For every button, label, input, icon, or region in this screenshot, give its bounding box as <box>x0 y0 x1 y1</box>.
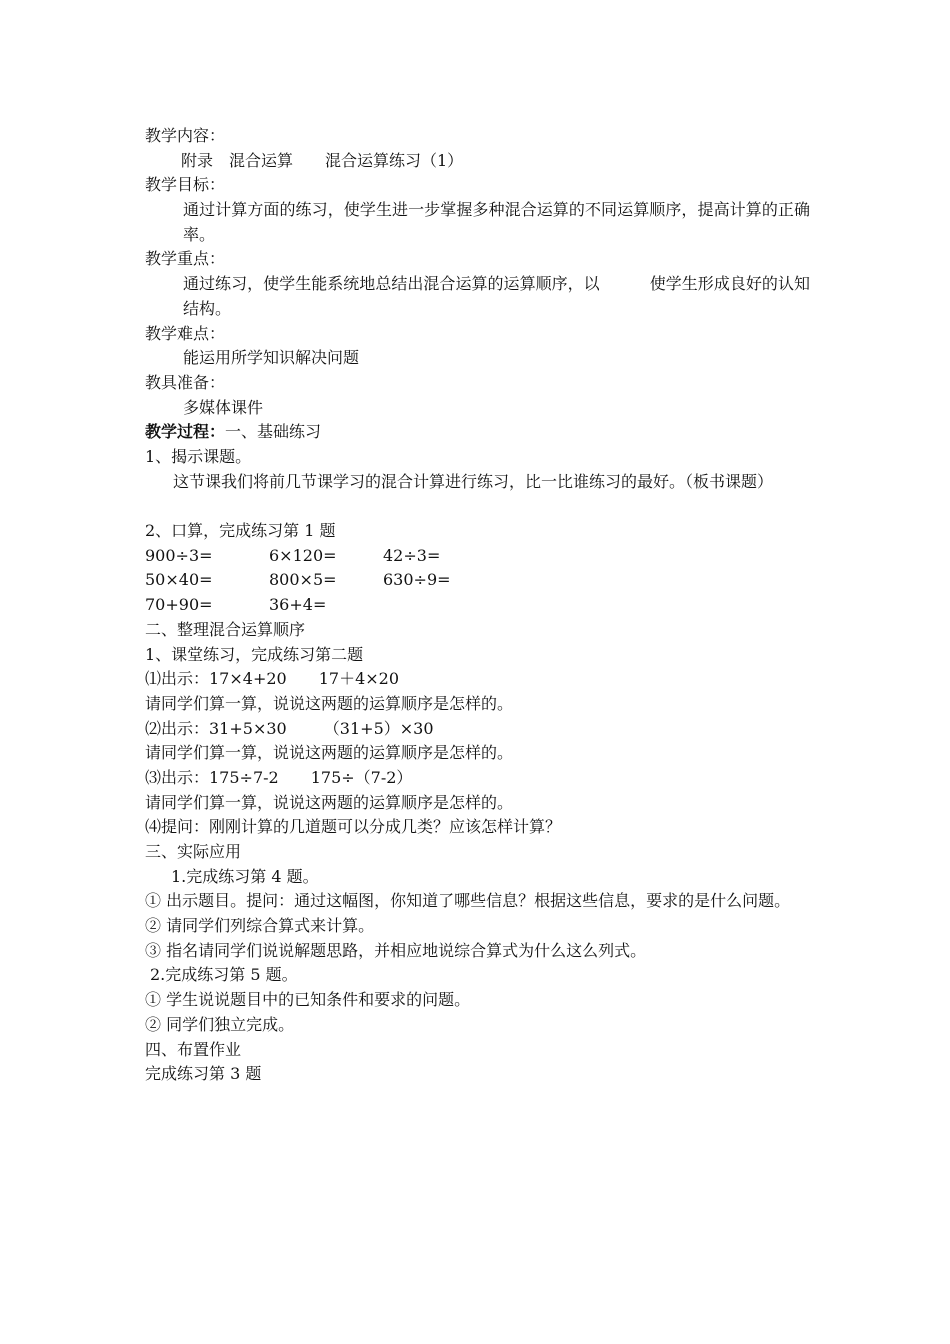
part3-heading: 三、实际应用 <box>145 842 242 862</box>
part3-task1-a: ① 出示题目。提问：通过这幅图，你知道了哪些信息？根据这些信息，要求的是什么问题。 <box>145 891 791 911</box>
difficulty-text: 能运用所学知识解决问题 <box>183 348 360 368</box>
goal-text: 通过计算方面的练习，使学生进一步掌握多种混合运算的不同运算顺序，提高计算的正确率。 <box>183 200 810 244</box>
part2-question: ⑷提问：刚刚计算的几道题可以分成几类？应该怎样计算？ <box>145 817 562 837</box>
part4-text: 完成练习第 3 题 <box>145 1064 262 1084</box>
part3-task2: 2.完成练习第 5 题。 <box>150 965 298 985</box>
lesson-plan-document <box>145 124 810 1087</box>
part3-task1: 1.完成练习第 4 题。 <box>171 866 319 886</box>
part2-item-ask: 请同学们算一算，说说这两题的运算顺序是怎样的。 <box>145 743 514 763</box>
part2-heading: 二、整理混合运算顺序 <box>145 619 306 639</box>
part2-item-show: ⑵出示：31+5×30 （31+5）×30 <box>145 718 434 738</box>
part1-step2: 2、口算，完成练习第 1 题 <box>145 521 336 541</box>
part2-step1: 1、课堂练习，完成练习第二题 <box>145 644 364 664</box>
part3-task1-c: ③ 指名请同学们说说解题思路，并相应地说综合算式为什么这么列式。 <box>145 940 647 960</box>
oral-row: 50×40= 800×5= 630÷9= <box>145 570 451 590</box>
part2-item-show: ⑴出示：17×4+20 17＋4×20 <box>145 669 400 689</box>
process-heading: 教学过程：一、基础练习 <box>145 422 322 442</box>
part3-task2-b: ② 同学们独立完成。 <box>145 1014 295 1034</box>
part2-item-ask: 请同学们算一算，说说这两题的运算顺序是怎样的。 <box>145 693 514 713</box>
part2-item-ask: 请同学们算一算，说说这两题的运算顺序是怎样的。 <box>145 792 514 812</box>
content-text: 附录 混合运算 混合运算练习（1） <box>181 150 464 170</box>
part3-task1-b: ② 请同学们列综合算式来计算。 <box>145 916 375 936</box>
part2-item-show: ⑶出示：175÷7-2 175÷（7-2） <box>145 767 413 787</box>
part4-heading: 四、布置作业 <box>145 1039 242 1059</box>
tools-text: 多媒体课件 <box>183 397 264 417</box>
tools-heading: 教具准备： <box>145 372 226 392</box>
part3-task2-a: ① 学生说说题目中的已知条件和要求的问题。 <box>145 990 471 1010</box>
part1-step1-text: 这节课我们将前几节课学习的混合计算进行练习，比一比谁练习的最好。（板书课题） <box>173 471 774 491</box>
oral-row: 900÷3= 6×120= 42÷3= <box>145 545 441 565</box>
key-heading: 教学重点： <box>145 249 226 269</box>
content-heading: 教学内容： <box>145 126 226 145</box>
difficulty-heading: 教学难点： <box>145 323 226 343</box>
oral-row: 70+90= 36+4= <box>145 595 327 615</box>
key-text: 通过练习，使学生能系统地总结出混合运算的运算顺序，以 使学生形成良好的认知结构。 <box>183 274 810 318</box>
goal-heading: 教学目标： <box>145 175 226 195</box>
part1-step1: 1、揭示课题。 <box>145 447 252 466</box>
